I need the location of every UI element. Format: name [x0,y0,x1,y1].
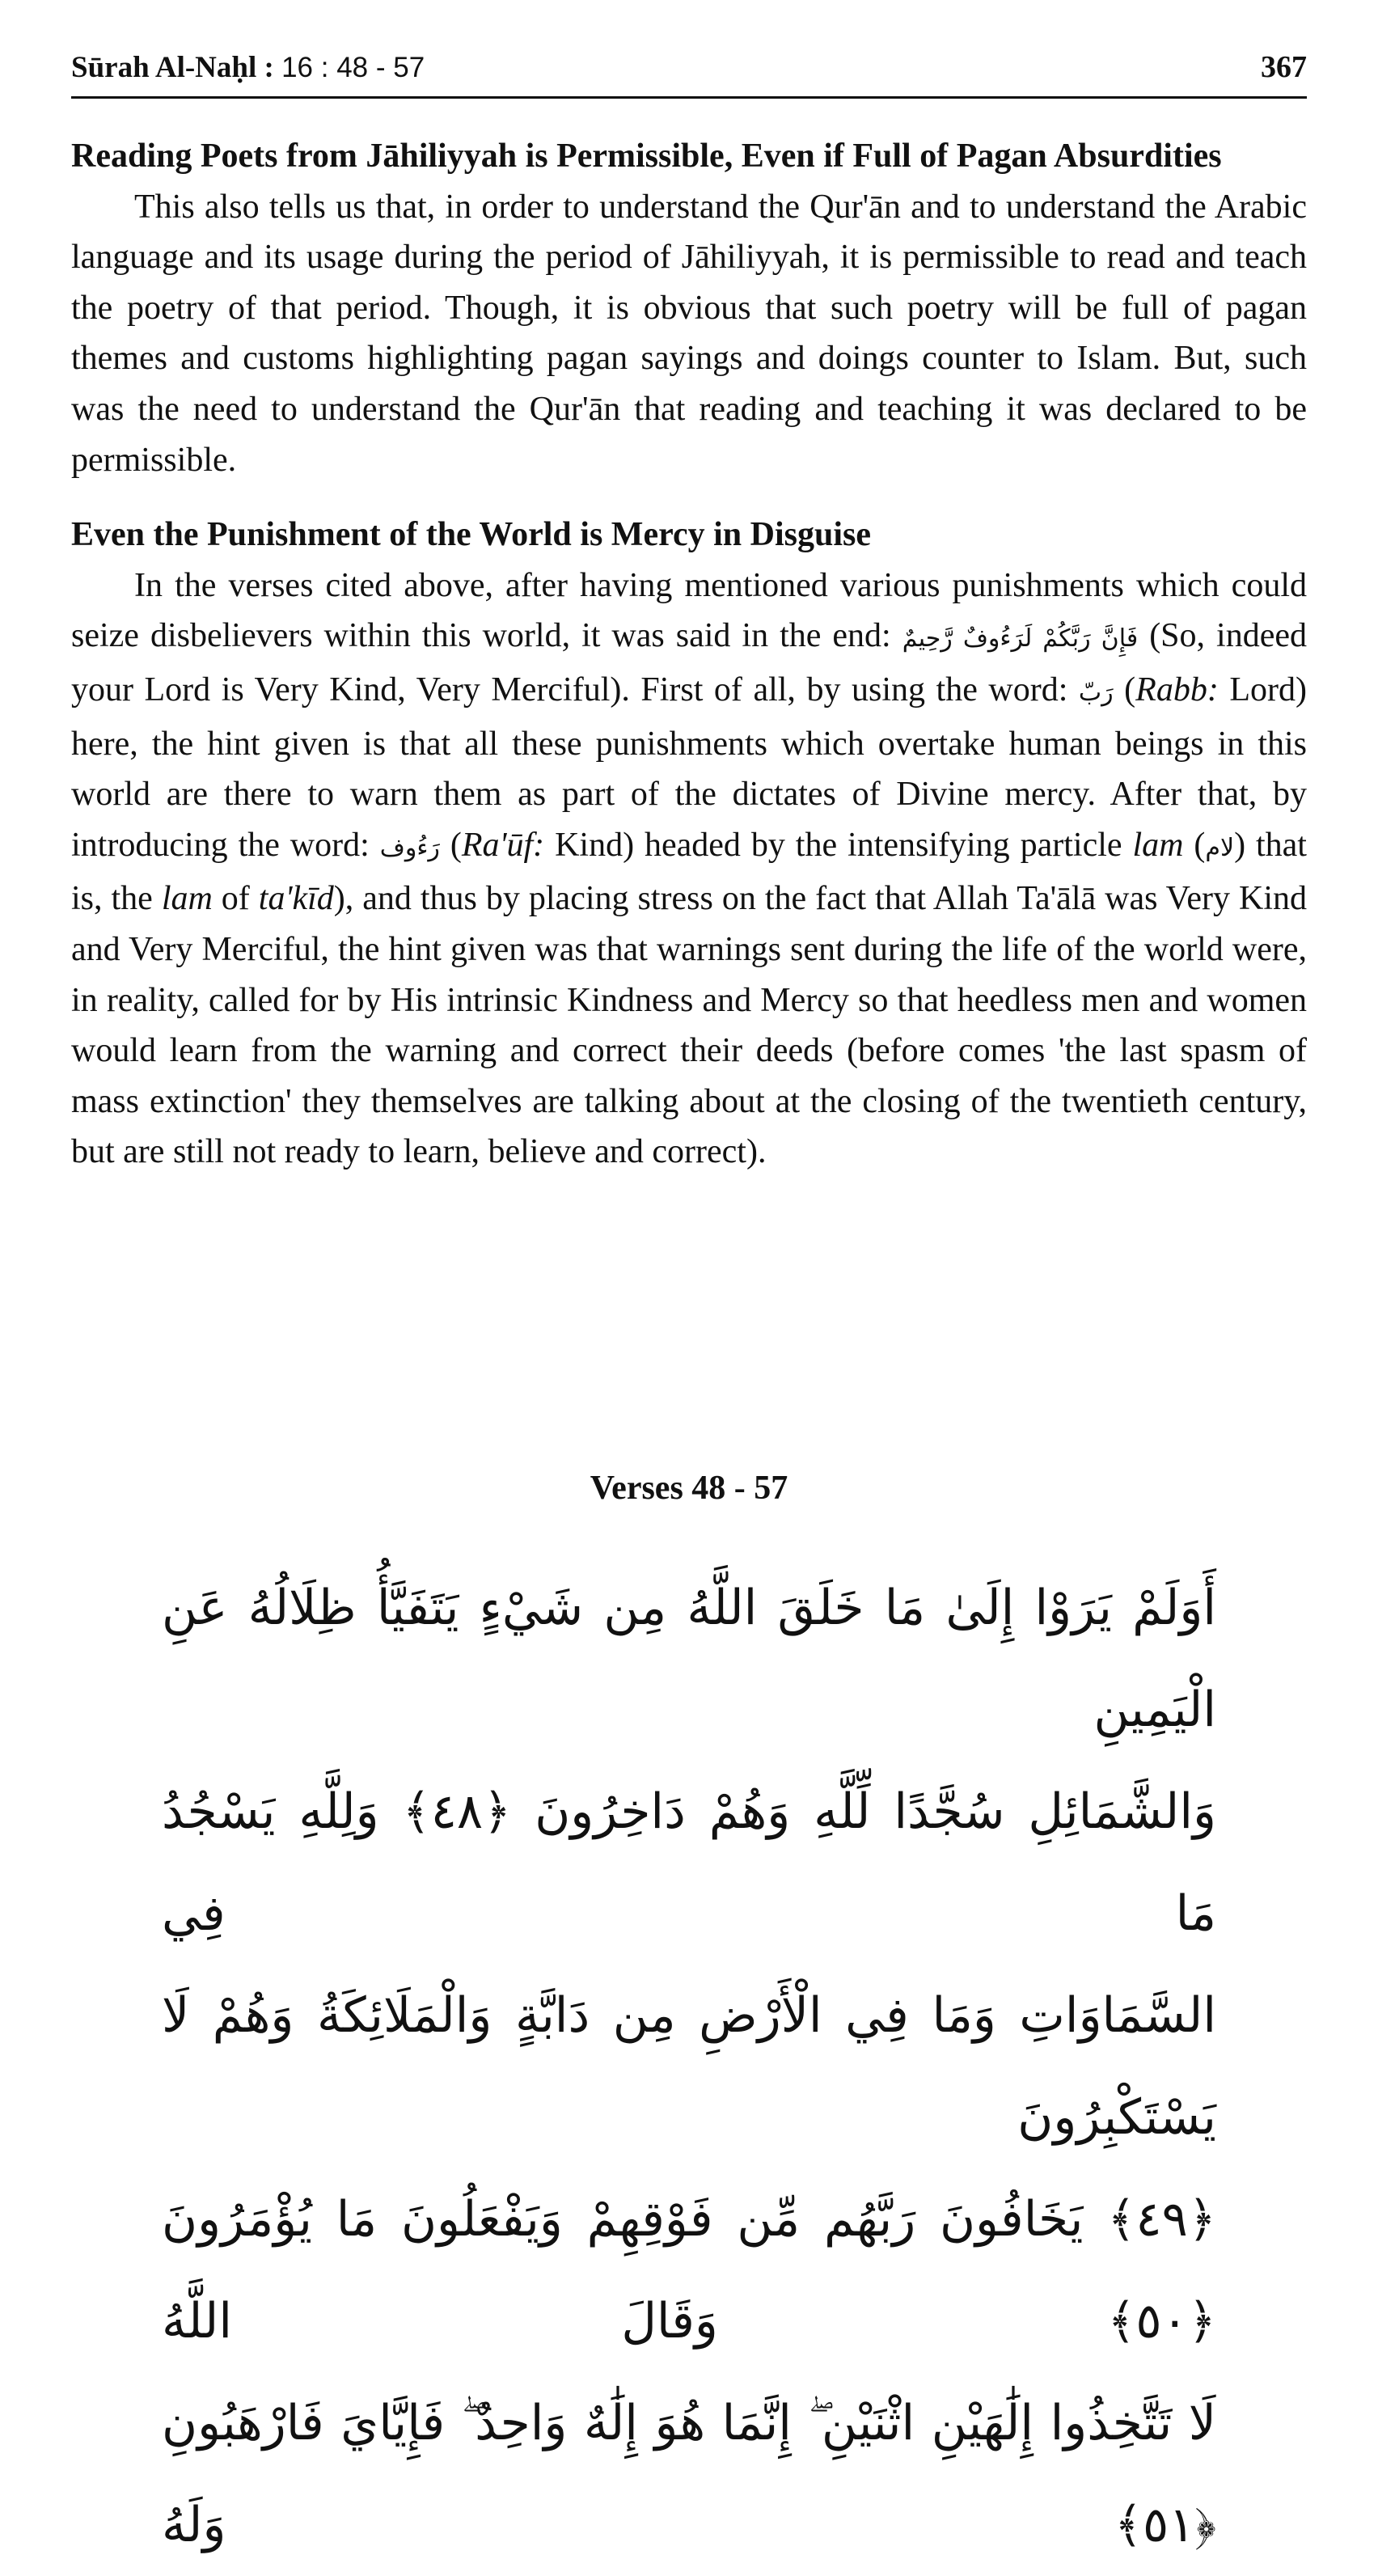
page-number: 367 [1261,50,1307,84]
running-header [71,49,1307,99]
text-segment: (So, indeed your Lord is Very Kind, Very Merciful). First of all, by using the word: [71,617,1307,709]
verses-title: Verses 48 - 57 [590,1470,788,1507]
verse-reference: 16 : 48 - 57 [281,52,425,83]
arabic-inline-lam: لام [1205,833,1235,862]
surah-name: Sūrah Al-Naḥl : [71,51,274,84]
header-left [71,50,425,85]
text-segment: ) that is, the [71,826,1307,918]
term-lam: lam [161,880,213,918]
section-heading-jahiliyyah: Reading Poets from Jāhiliyyah is Permissible, Even if Full of Pagan Absurdities [71,137,1222,175]
main-text [71,131,1307,1178]
text-segment: Lord) here, the hint given is that all these punishments which overtake human beings in this world are there to warn them as part of the dictates of Divine mercy. After that, by introducing the word: [71,670,1307,864]
arabic-verses [162,1557,1216,2576]
term-takid: ta'kīd [258,880,334,918]
text-segment: In the verses cited above, after having mentioned various punishments which could seize disbelievers within this world, it was said in the end: [71,566,1307,655]
arabic-verse-line: ﴿٤٩﴾ يَخَافُونَ رَبَّهُم مِّن فَوْقِهِمْ وَيَفْعَلُونَ مَا يُؤْمَرُونَ ﴿٥٠﴾ وَقَالَ اللَّهُ [162,2191,1216,2350]
section-gap [71,485,1307,510]
arabic-inline-rauf: رَءُوف [379,833,440,862]
term-lam: lam [1132,826,1184,864]
term-rabb: Rabb: [1135,670,1219,709]
arabic-inline-rabb: رَبّ [1078,678,1114,707]
text-segment: ), and thus by placing stress on the fact that Allah Ta'ālā was Very Kind and Very Merciful, the hint given was that warnings sent during the life of the world were, in reality, called for by His intrinsic Kindness and Mercy so that heedless men and women would learn from the warning and correct their deeds (before comes 'the last spasm of mass extinction' they themselves are talking about at the closing of the twentieth century, but are still not ready to learn, believe and correct). [71,880,1307,1171]
section-heading-mercy: Even the Punishment of the World is Mercy in Disguise [71,516,871,554]
term-rauf: Ra'ūf: [461,826,545,864]
arabic-verse-line: وَالشَّمَائِلِ سُجَّدًا لِّلَّهِ وَهُمْ دَاخِرُونَ ﴿٤٨﴾ وَلِلَّهِ يَسْجُدُ مَا فِي [162,1783,1216,1942]
paragraph-mercy: In the verses cited above, after having mentioned various punishments which could seize disbelievers within this world, it was said in the end: فَإِنَّ رَبَّكُمْ لَرَءُوفٌ رَّحِيمٌ (So, indeed your Lord is Very Kind, Very Merciful). First of all, by using the word: رَبّ (Rabb: Lord) here, the hint given is that all these punishments which overtake human beings in this world are there to warn them as part of the dictates of Divine mercy. After that, by introducing the word: رَءُوف (Ra'ūf: Kind) headed by the intensifying particle lam (لام) that is, the lam of ta'kīd), and thus by placing stress on the fact that Allah Ta'ālā was Very Kind and Very Merciful, the hint given was that warnings sent during the life of the world were, in reality, called for by His intrinsic Kindness and Mercy so that heedless men and women would learn from the warning and correct their deeds (before comes 'the last spasm of mass extinction' they themselves are talking about at the closing of the twentieth century, but are still not ready to learn, believe and correct). [71,566,1307,1171]
arabic-verse-line: لَا تَتَّخِذُوا إِلَٰهَيْنِ اثْنَيْنِ ۖ إِنَّمَا هُوَ إِلَٰهٌ وَاحِدٌ ۖ فَإِيَّايَ فَارْهَبُونِ ﴿٥١﴾ وَلَهُ [162,2395,1216,2553]
paragraph-jahiliyyah: This also tells us that, in order to understand the Qur'ān and to understand the Arabic language and its usage during the period of Jāhiliyyah, it is permissible to read and teach the poetry of that period. Though, it is obvious that such poetry will be full of pagan themes and customs highlighting pagan sayings and doings counter to Islam. But, such was the need to understand the Qur'ān that reading and teaching it was declared to be permissible. [71,188,1307,479]
arabic-inline-phrase: فَإِنَّ رَبَّكُمْ لَرَءُوفٌ رَّحِيمٌ [902,624,1139,654]
arabic-verse-line: أَوَلَمْ يَرَوْا إِلَىٰ مَا خَلَقَ اللَّهُ مِن شَيْءٍ يَتَفَيَّأُ ظِلَالُهُ عَنِ الْيَمِينِ [162,1580,1216,1738]
arabic-verse-line: السَّمَاوَاتِ وَمَا فِي الْأَرْضِ مِن دَابَّةٍ وَالْمَلَائِكَةُ وَهُمْ لَا يَسْتَكْبِرُونَ [162,1987,1216,2146]
text-segment: Kind) headed by the intensifying particle [544,826,1133,864]
text-segment: of [212,880,259,918]
